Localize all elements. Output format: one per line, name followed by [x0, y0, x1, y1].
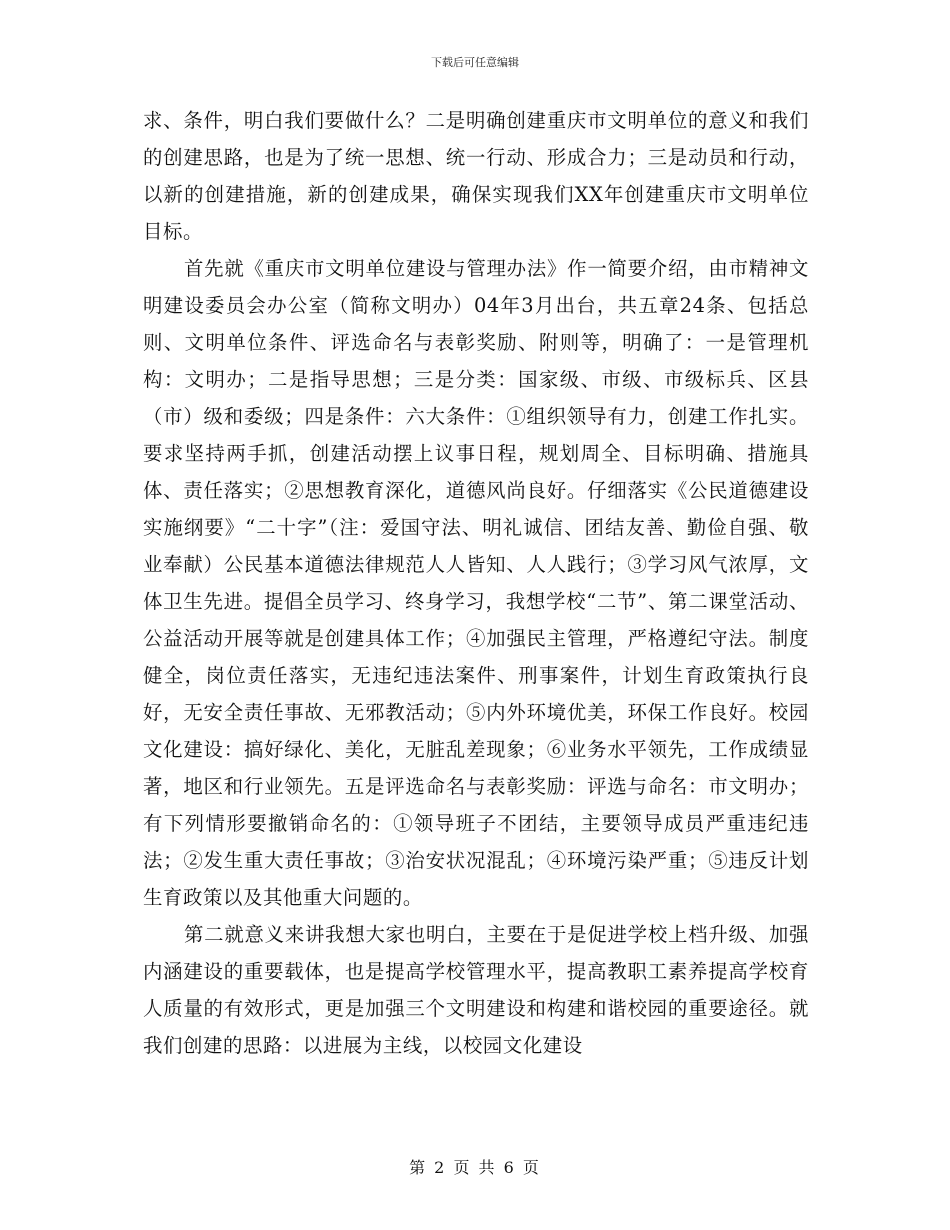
page-number-footer: 第 2 页 共 6 页	[409, 1158, 541, 1177]
paragraph-2: 首先就《重庆市文明单位建设与管理办法》作一简要介绍，由市精神文明建设委员会办公室（简称文明办）04年3月出台，共五章24条、包括总则、文明单位条件、评选命名与表彰奖励、附则等，明确了：一是管理机构：文明办；二是指导思想；三是分类：国家级、市级、市级标兵、区县（市）级和委级；四是条件：六大条件：①组织领导有力，创建工作扎实。要求坚持两手抓，创建活动摆上议事日程，规划周全、目标明确、措施具体、责任落实；②思想教育深化，道德风尚良好。仔细落实《公民道德建设实施纲要》“二十字”（注：爱国守法、明礼诚信、团结友善、勤俭自强、敬业奉献）公民基本道德法律规范人人皆知、人人践行；③学习风气浓厚，文体卫生先进。提倡全员学习、终身学习，我想学校“二节”、第二课堂活动、公益活动开展等就是创建具体工作；④加强民主管理，严格遵纪守法。制度健全，岗位责任落实，无违纪违法案件、刑事案件，计划生育政策执行良好，无安全责任事故、无邪教活动；⑤内外环境优美，环保工作良好。校园文化建设：搞好绿化、美化，无脏乱差现象；⑥业务水平领先，工作成绩显著，地区和行业领先。五是评选命名与表彰奖励：评选与命名：市文明办；有下列情形要撤销命名的：①领导班子不团结，主要领导成员严重违纪违法；②发生重大责任事故；③治安状况混乱；④环境污染严重；⑤违反计划生育政策以及其他重大问题的。	[143, 257, 809, 909]
page-header: 下载后可任意编辑	[431, 56, 519, 69]
paragraph-3: 第二就意义来讲我想大家也明白，主要在于是促进学校上档升级、加强内涵建设的重要载体，也是提高学校管理水平，提高教职工素养提高学校育人质量的有效形式，更是加强三个文明建设和构建和谐校园的重要途径。就我们创建的思路：以进展为主线，以校园文化建设	[143, 923, 809, 1057]
paragraph-1: 求、条件，明白我们要做什么？二是明确创建重庆市文明单位的意义和我们的创建思路，也是为了统一思想、统一行动、形成合力；三是动员和行动，以新的创建措施，新的创建成果，确保实现我们XX年创建重庆市文明单位目标。	[143, 109, 809, 243]
document-body	[143, 102, 809, 1064]
